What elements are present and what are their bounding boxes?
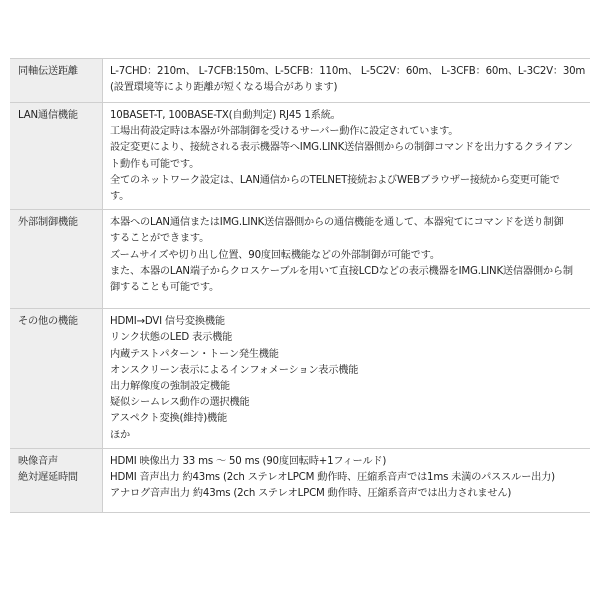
spec-label [10, 309, 103, 449]
spec-label [10, 448, 103, 512]
value-line: アナログ音声出力 約43ms (2ch ステレオLPCM 動作時、圧縮系音声では出力されません) [110, 488, 512, 500]
value-line: リンク状態のLED 表示機能 [110, 332, 233, 344]
value-line: また、本器のLAN端子からクロスケーブルを用いて直接LCDなどの表示機器をIMG.LINK送信器側から制 [110, 265, 573, 277]
spec-value [103, 309, 591, 449]
spec-table [10, 58, 590, 513]
value-line: HDMI 音声出力 約43ms (2ch ステレオLPCM 動作時、圧縮系音声では1ms 未満のパススルー出力) [110, 472, 555, 484]
value-line: L-7CHD：210m、 L-7CFB:150m、L-5CFB：110m、 L-5C2V：60m、 L-3CFB：60m、L-3C2V：30m [110, 66, 586, 77]
value-line: す。 [110, 191, 130, 203]
value-line: 内蔵テストパターン・トーン発生機能 [110, 348, 279, 360]
value-line: 出力解像度の強制設定機能 [110, 381, 230, 393]
spec-row-other-functions [10, 309, 590, 449]
spec-label [10, 103, 103, 210]
value-line: 設定変更により、接続される表示機器等へIMG.LINK送信器側からの制御コマンドを出力するクライアン [110, 142, 573, 154]
label-line: 同軸伝送距離 [18, 66, 78, 77]
value-line: 御することも可能です。 [110, 282, 220, 294]
label-line: その他の機能 [18, 316, 78, 328]
spec-row-latency [10, 448, 590, 512]
value-line: することができます。 [110, 233, 210, 245]
value-line: オンスクリーン表示によるインフォメーション表示機能 [110, 364, 359, 376]
value-line: 全てのネットワーク設定は、LAN通信からのTELNET接続およびWEBブラウザー接続から変更可能で [110, 174, 560, 186]
spec-value [103, 210, 591, 309]
value-line: HDMI→DVI 信号変換機能 [110, 316, 225, 328]
spec-value [103, 59, 591, 103]
spec-row-lan [10, 103, 590, 210]
label-line: LAN通信機能 [18, 110, 78, 121]
spec-label [10, 59, 103, 103]
spec-row-external-control [10, 210, 590, 309]
label-line: 外部制御機能 [18, 217, 78, 229]
spec-value [103, 103, 591, 210]
label-line: 映像音声 [18, 455, 58, 467]
label-line: 絶対遅延時間 [18, 472, 78, 484]
value-line: 疑似シームレス動作の選択機能 [110, 397, 250, 409]
value-line: 本器へのLAN通信またはIMG.LINK送信器側からの通信機能を通して、本器宛てにコマンドを送り制御 [110, 217, 564, 229]
spec-row-coax-distance [10, 59, 590, 103]
spec-value [103, 448, 591, 512]
value-line: 10BASET-T, 100BASE-TX(自動判定) RJ45 1系統。 [110, 110, 341, 121]
value-line: 工場出荷設定時は本器が外部制御を受けるサーバー動作に設定されています。 [110, 126, 459, 138]
value-line: HDMI 映像出力 33 ms ～ 50 ms (90度回転時+1フィールド) [110, 455, 387, 467]
value-line: (設置環境等により距離が短くなる場合があります) [110, 82, 338, 94]
value-line: アスペクト変換(維持)機能 [110, 413, 228, 425]
value-line: ほか [110, 429, 130, 441]
spec-label [10, 210, 103, 309]
value-line: ト動作も可能です。 [110, 158, 200, 170]
value-line: ズームサイズや切り出し位置、90度回転機能などの外部制御が可能です。 [110, 249, 440, 261]
